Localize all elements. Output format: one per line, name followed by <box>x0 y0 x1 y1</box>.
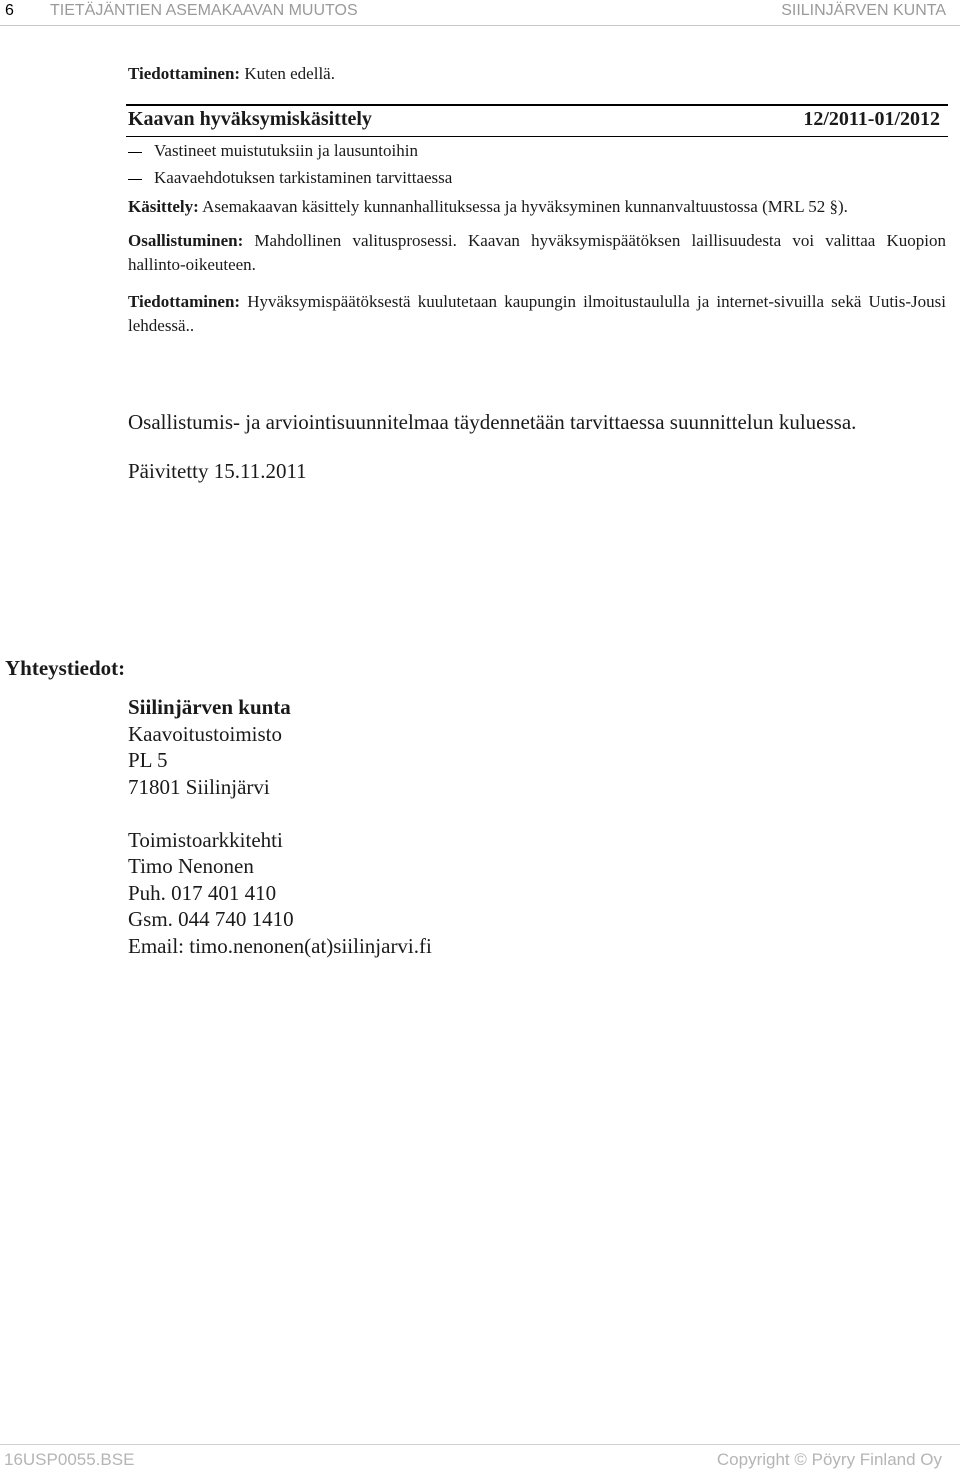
updated-date: Päivitetty 15.11.2011 <box>128 459 307 483</box>
list-item: Vastineet muistutuksiin ja lausuntoihin <box>128 140 418 162</box>
document-title: TIETÄJÄNTIEN ASEMAKAAVAN MUUTOS <box>50 2 358 19</box>
contact-role: Toimistoarkkitehti <box>128 828 283 852</box>
kasittely-label: Käsittely: <box>128 197 199 216</box>
kasittely-paragraph <box>128 195 848 219</box>
contact-po-box: PL 5 <box>128 748 168 772</box>
info-label: Tiedottaminen: <box>128 64 241 83</box>
contact-mobile: Gsm. 044 740 1410 <box>128 907 294 931</box>
contact-organization: Siilinjärven kunta <box>128 695 291 719</box>
page-header <box>0 0 960 24</box>
footer-divider <box>0 1444 960 1445</box>
section-title: Kaavan hyväksymiskäsittely <box>128 108 372 130</box>
supplement-note: Osallistumis- ja arviointisuunnitelmaa täydennetään tarvittaessa suunnittelun kuluessa. <box>128 410 857 434</box>
contact-email: Email: timo.nenonen(at)siilinjarvi.fi <box>128 934 432 958</box>
dash-bullet-icon <box>128 152 142 153</box>
osallistuminen-paragraph <box>128 229 946 277</box>
previous-info-line <box>128 62 335 86</box>
osallistuminen-text: Mahdollinen valitusprosessi. Kaavan hyväksymispäätöksen laillisuudesta voi valittaa Kuopion hallinto-oikeuteen. <box>128 231 946 274</box>
page-footer <box>0 1448 960 1473</box>
info-text: Kuten edellä. <box>240 64 335 83</box>
contacts-heading: Yhteystiedot: <box>5 656 126 680</box>
page-number: 6 <box>5 2 14 19</box>
section-date: 12/2011-01/2012 <box>803 108 940 130</box>
tiedottaminen-text: Hyväksymispäätöksestä kuulutetaan kaupungin ilmoitustaululla ja internet-sivuilla sekä Uutis-Jousi lehdessä.. <box>128 292 946 335</box>
copyright-notice: Copyright © Pöyry Finland Oy <box>716 1450 942 1469</box>
header-divider <box>0 25 960 26</box>
list-item: Kaavaehdotuksen tarkistaminen tarvittaessa <box>128 167 452 189</box>
contact-phone: Puh. 017 401 410 <box>128 881 277 905</box>
contact-postal-address: 71801 Siilinjärvi <box>128 775 270 799</box>
tiedottaminen-label: Tiedottaminen: <box>128 292 241 311</box>
contact-name: Timo Nenonen <box>128 854 254 878</box>
dash-bullet-icon <box>128 179 142 180</box>
document-id: 16USP0055.BSE <box>4 1450 135 1469</box>
kasittely-text: Asemakaavan käsittely kunnanhallituksessa ja hyväksyminen kunnanvaltuustossa (MRL 52 §). <box>198 197 848 216</box>
contact-office: Kaavoitustoimisto <box>128 722 282 746</box>
section-heading <box>126 104 948 137</box>
municipality-name: SIILINJÄRVEN KUNTA <box>781 2 946 19</box>
tiedottaminen-paragraph <box>128 290 946 338</box>
osallistuminen-label: Osallistuminen: <box>128 231 244 250</box>
